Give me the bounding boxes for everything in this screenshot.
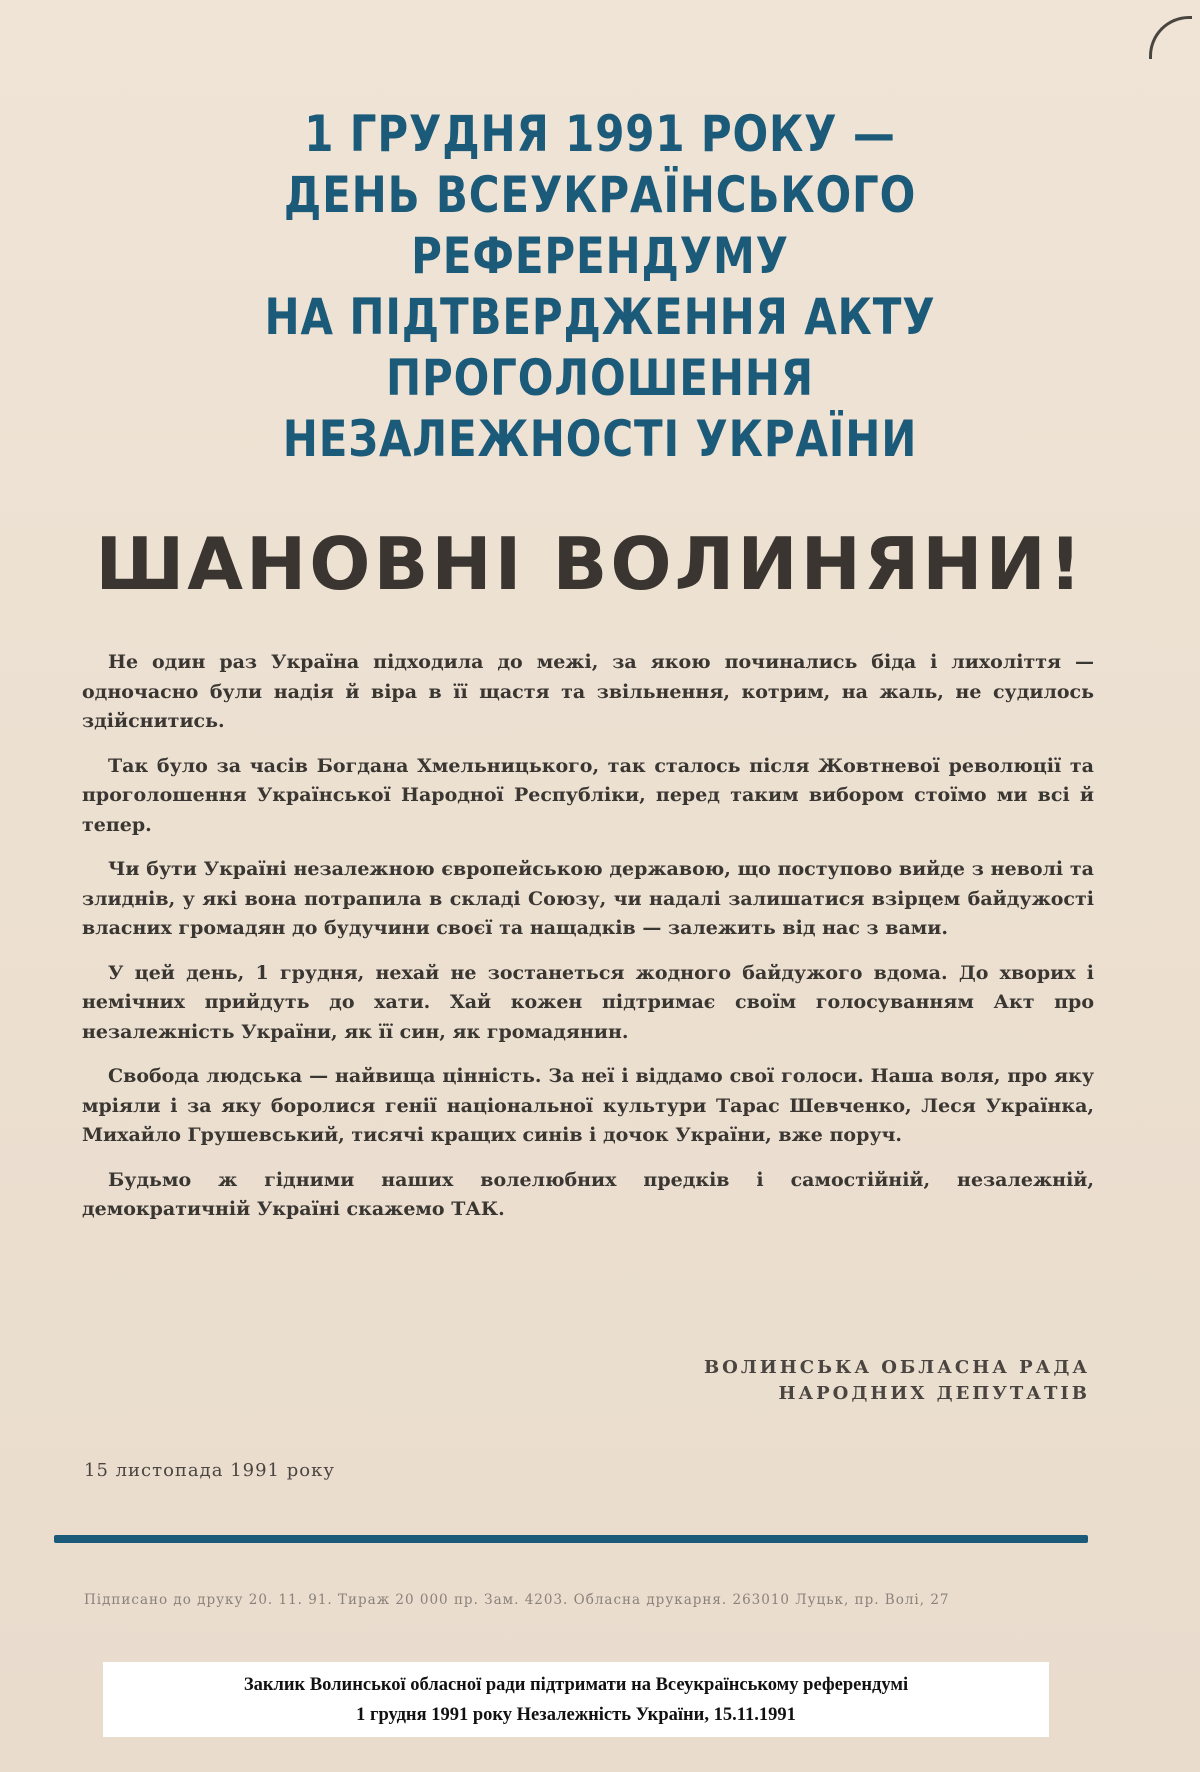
signature-line-2: НАРОДНИХ ДЕПУТАТІВ xyxy=(778,1383,1090,1404)
page-corner-mark xyxy=(1149,16,1192,59)
divider-rule xyxy=(54,1535,1088,1543)
caption-line-1: Заклик Волинської обласної ради підтримати на Всеукраїнському референдумі xyxy=(243,1675,909,1695)
body-paragraph: Чи бути Україні незалежною європейською державою, що поступово вийде з неволі та злиднів, у які вона потрапила в складі Союзу, чи надалі залишатися взірцем байдужості власних громадян до будучини своєї та нащадків — залежить від нас з вами. xyxy=(82,858,1094,939)
body-paragraph: Будьмо ж гідними наших волелюбних предків і самостійній, незалежній, демократичній Україні скажемо ТАК. xyxy=(82,1168,1094,1220)
caption-line-2: 1 грудня 1991 року Незалежність України, 15.11.1991 xyxy=(356,1705,796,1725)
appeal-body xyxy=(82,648,1094,1240)
document-date: 15 листопада 1991 року xyxy=(84,1460,335,1481)
signature-block xyxy=(640,1355,1090,1407)
greeting-title: ШАНОВНІ ВОЛИНЯНИ! xyxy=(95,522,1085,606)
print-imprint: Підписано до друку 20. 11. 91. Тираж 20 000 пр. Зам. 4203. Обласна друкарня. 263010 Луцьк, пр. Волі, 27 xyxy=(84,1592,950,1608)
body-paragraph: Не один раз Україна підходила до межі, за якою починались біда і лихоліття — одночасно були надія й віра в її щастя та звільнення, котрим, на жаль, не судилось здійснитись. xyxy=(82,651,1094,732)
headline-line: ДЕНЬ ВСЕУКРАЇНСЬКОГО РЕФЕРЕНДУМУ xyxy=(283,166,917,285)
headline xyxy=(40,104,1160,470)
body-paragraph: Свобода людська — найвища цінність. За неї і віддамо свої голоси. Наша воля, про яку мріяли і за яку боролися генії національної культури Тарас Шевченко, Леся Українка, Михайло Грушевський, тисячі кращих синів і дочок України, вже поруч. xyxy=(82,1065,1094,1146)
headline-line: НА ПІДТВЕРДЖЕННЯ АКТУ xyxy=(264,288,936,346)
signature-line-1: ВОЛИНСЬКА ОБЛАСНА РАДА xyxy=(703,1357,1090,1378)
headline-line: ПРОГОЛОШЕННЯ xyxy=(385,349,814,407)
headline-line: 1 ГРУДНЯ 1991 РОКУ — xyxy=(304,105,896,163)
headline-line: НЕЗАЛЕЖНОСТІ УКРАЇНИ xyxy=(282,410,918,468)
body-paragraph: Так було за часів Богдана Хмельницького, так сталось після Жовтневої революції та проголошення Української Народної Республіки, перед таким вибором стоїмо ми всі й тепер. xyxy=(82,754,1094,836)
body-paragraph: У цей день, 1 грудня, нехай не зостанеться жодного байдужого вдома. До хворих і немічних прийдуть до хати. Хай кожен підтримає своїм голосуванням Акт про незалежність України, як її син, як громадянин. xyxy=(82,961,1094,1043)
image-caption xyxy=(103,1662,1049,1737)
